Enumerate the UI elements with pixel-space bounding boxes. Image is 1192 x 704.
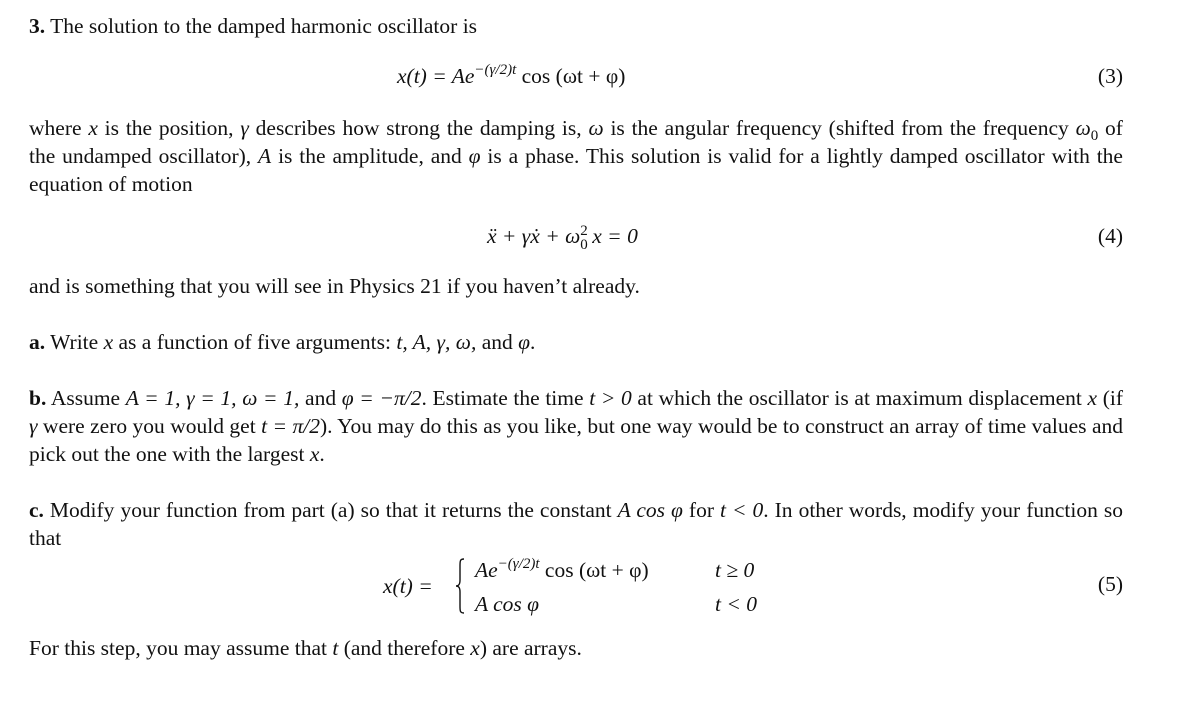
eq5-row1-rest: cos (ωt + φ) (539, 558, 649, 582)
eq5-number: (5) (1097, 572, 1123, 596)
problem-intro (29, 12, 1123, 40)
part-a (29, 328, 1123, 356)
eq4-part1: ẍ + γẋ + ω (487, 224, 581, 248)
part-a-text: . (530, 330, 536, 354)
eq5-row1-base: Ae (475, 558, 498, 582)
para1-text: of the undamped oscillator), (29, 116, 1123, 168)
part-b-x: x (1087, 386, 1098, 410)
left-brace-icon (455, 558, 465, 614)
eq3-number: (3) (1097, 64, 1123, 88)
part-b-text: Assume (46, 386, 126, 410)
part-b-text: at which the oscillator is at maximum displacement (631, 386, 1088, 410)
part-b-text: were zero you would get (37, 414, 262, 438)
part-b-x: x (309, 442, 320, 466)
part-c-final-text: ) are arrays. (479, 636, 582, 660)
eq5-row1 (475, 556, 649, 584)
part-b-text: . Estimate the time (421, 386, 590, 410)
para1-text: where (29, 116, 89, 140)
eq3-rhs: cos (ωt + φ) (516, 64, 626, 88)
para1-text: is the angular frequency (shifted from the frequency (603, 116, 1076, 140)
part-a-args: t, A, γ, ω, (396, 330, 477, 354)
part-c-text: . In other words, modify your function so that (29, 498, 1123, 550)
part-c-final-t: t (332, 636, 339, 660)
para1-omega0: ω (1075, 116, 1091, 140)
para1-gamma: γ (240, 116, 249, 140)
part-b-text: ). You may do this as you like, but one way would be to construct an array of time values and pick out the one with the largest (29, 414, 1123, 466)
eq3-lhs: x(t) = Ae (397, 64, 475, 88)
part-b-text: (if (1097, 386, 1124, 410)
intro-text: The solution to the damped harmonic oscillator is (45, 14, 478, 38)
part-a-text: Write (45, 330, 104, 354)
eq5-row1-exponent: −(γ/2)t (497, 556, 540, 572)
eq4-part2: x = 0 (592, 224, 638, 248)
part-a-phi: φ (518, 330, 531, 354)
eq4-sup: 2 (580, 223, 588, 239)
para1-A: A (258, 144, 272, 168)
part-c (29, 496, 1123, 552)
part-b-conditions: A = 1, γ = 1, ω = 1, (125, 386, 300, 410)
para1-omega0-sub: 0 (1090, 128, 1099, 144)
part-c-t-negative: t < 0 (720, 498, 764, 522)
part-b-phase: φ = −π/2 (341, 386, 422, 410)
part-c-constant: A cos φ (617, 498, 683, 522)
part-b (29, 384, 1123, 468)
equation-3 (29, 62, 1123, 92)
part-b-text: . (319, 442, 325, 466)
part-a-label: a. (29, 330, 46, 354)
para1-omega: ω (588, 116, 604, 140)
para1-phi: φ (468, 144, 481, 168)
para1-text: is a phase. This solution is valid for a lightly damped oscillator with the equation of motion (29, 144, 1123, 196)
part-a-text: and (476, 330, 519, 354)
part-a-text: as a function of five arguments: (113, 330, 397, 354)
part-b-text: and (299, 386, 342, 410)
part-c-label: c. (29, 498, 44, 522)
part-c-text: for (682, 498, 721, 522)
problem-number: 3. (29, 14, 46, 38)
equation-5 (383, 556, 803, 616)
paragraph-definitions (29, 114, 1123, 198)
equation-4 (29, 222, 1123, 252)
eq5-row2-condition: t < 0 (715, 592, 757, 616)
part-c-final-text: For this step, you may assume that (29, 636, 333, 660)
part-c-text: Modify your function from part (a) so that it returns the constant (43, 498, 618, 522)
eq3-exponent: −(γ/2)t (474, 62, 517, 78)
eq5-row1-condition: t ≥ 0 (715, 558, 755, 582)
eq5-row2: A cos φ (475, 592, 540, 616)
part-c-final-text: (and therefore (338, 636, 471, 660)
part-b-gamma: γ (29, 414, 38, 438)
para1-x: x (88, 116, 98, 140)
part-b-t-equals: t = π/2 (261, 414, 320, 438)
part-b-t-condition: t > 0 (589, 386, 632, 410)
eq4-number: (4) (1097, 224, 1123, 248)
paragraph-physics21: and is something that you will see in Physics 21 if you haven’t already. (29, 274, 640, 298)
part-c-final (29, 634, 1123, 662)
eq4-sub: 0 (580, 237, 588, 253)
part-b-label: b. (29, 386, 47, 410)
para1-text: is the position, (97, 116, 241, 140)
para1-text: describes how strong the damping is, (248, 116, 589, 140)
para1-text: is the amplitude, and (271, 144, 469, 168)
part-a-x: x (103, 330, 114, 354)
eq5-lhs: x(t) = (383, 574, 433, 598)
part-c-final-x: x (470, 636, 480, 660)
